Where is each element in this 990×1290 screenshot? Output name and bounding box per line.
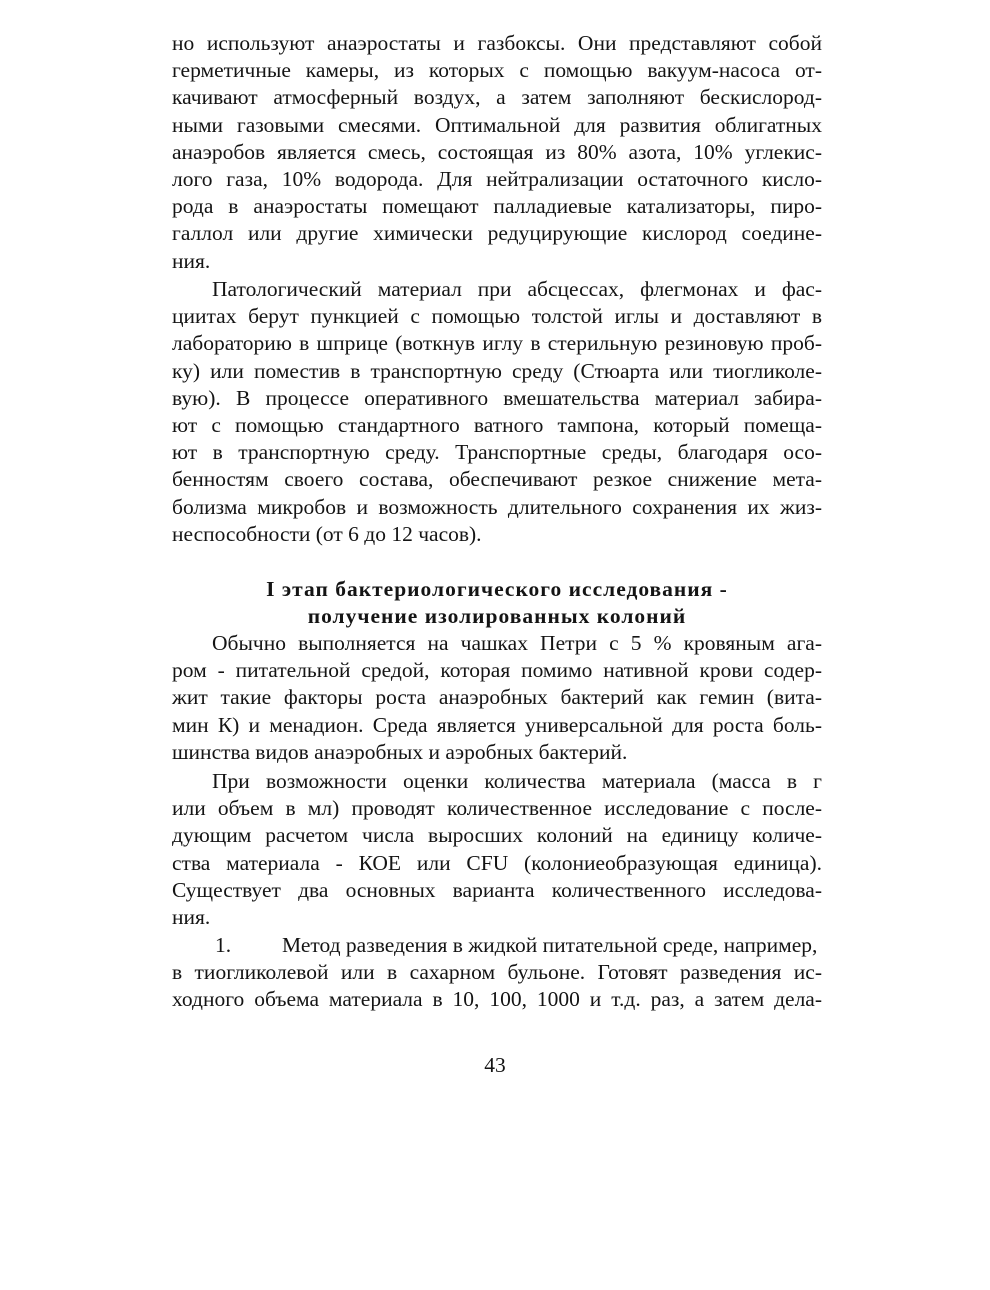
text-line: ния. (172, 904, 211, 929)
heading-line-2: получение изолированных колоний (307, 604, 687, 629)
list-item-dilution-method (172, 932, 864, 1014)
text-line: шинства видов анаэробных и аэробных бактерий. (172, 739, 628, 764)
paragraph-anaerostats (172, 30, 822, 275)
list-number: 1. (215, 933, 232, 957)
text-line: ния. (172, 248, 211, 273)
text-line: но используют анаэростаты и газбоксы. Они представляют собой (172, 31, 822, 55)
page-number: 43 (484, 1053, 506, 1077)
paragraph-quantitative-study (172, 768, 822, 931)
paragraph-petri-dishes (172, 630, 822, 766)
text-line: болизма микробов и возможность длительного сохранения их жиз- (172, 494, 822, 519)
text-line: анаэробов является смесь, состоящая из 80% азота, 10% углекис- (172, 139, 822, 164)
text-line: неспособности (от 6 до 12 часов). (172, 521, 482, 546)
section-heading (172, 576, 822, 630)
paragraph-pathological-material (172, 276, 822, 548)
text-line: рода в анаэростаты помещают палладиевые катализаторы, пиро- (172, 194, 822, 219)
text-line: галлол или другие химически редуцирующие кислород соедине- (172, 221, 822, 246)
text-line: ства материала - КОЕ или CFU (колониеобразующая единица). (172, 850, 822, 875)
text-line: Существует два основных варианта количественного исследова- (172, 877, 822, 902)
text-line: герметичные камеры, из которых с помощью вакуум-насоса от- (172, 58, 822, 83)
text-line: или объем в мл) проводят количественное исследование с после- (172, 796, 822, 821)
text-line: лого газа, 10% водорода. Для нейтрализации остаточного кисло- (172, 166, 822, 191)
text-line: жит такие факторы роста анаэробных бактерий как гемин (вита- (172, 685, 822, 710)
text-line: При возможности оценки количества материала (масса в г (212, 769, 822, 793)
text-line: вую). В процессе оперативного вмешательства материал забира- (172, 385, 822, 410)
text-line: ными газовыми смесями. Оптимальной для развития облигатных (172, 112, 822, 137)
text-line: в тиогликолевой или в сахарном бульоне. Готовят разведения ис- (172, 960, 822, 985)
text-line: бенностям своего состава, обеспечивают резкое снижение мета- (172, 467, 822, 492)
text-line: мин К) и менадион. Среда является универсальной для роста боль- (172, 712, 822, 737)
text-line: дующим расчетом числа выросших колоний на единицу количе- (172, 823, 822, 848)
text-line: лабораторию в шприце (воткнув иглу в стерильную резиновую проб- (172, 331, 822, 356)
list-item-first-line (172, 932, 864, 959)
text-line: ют в транспортную среду. Транспортные среды, благодаря осо- (172, 440, 822, 465)
text-line: циитах берут пункцией с помощью толстой иглы и доставляют в (172, 304, 822, 329)
heading-line-1: I этап бактериологического исследования - (266, 577, 728, 601)
text-line: Патологический материал при абсцессах, флегмонах и фас- (212, 277, 822, 301)
text-line: ку) или поместив в транспортную среду (Стюарта или тиогликоле- (172, 358, 822, 383)
text-line: Обычно выполняется на чашках Петри с 5 % кровяным ага- (212, 631, 822, 655)
list-item-text: Метод разведения в жидкой питательной среде, например, (282, 933, 818, 957)
text-line: ром - питательной средой, которая помимо нативной крови содер- (172, 658, 822, 683)
text-line: ют с помощью стандартного ватного тампона, который помеща- (172, 412, 822, 437)
text-line: качивают атмосферный воздух, а затем заполняют бескислород- (172, 85, 822, 110)
text-line: ходного объема материала в 10, 100, 1000 и т.д. раз, а затем дела- (172, 987, 822, 1012)
